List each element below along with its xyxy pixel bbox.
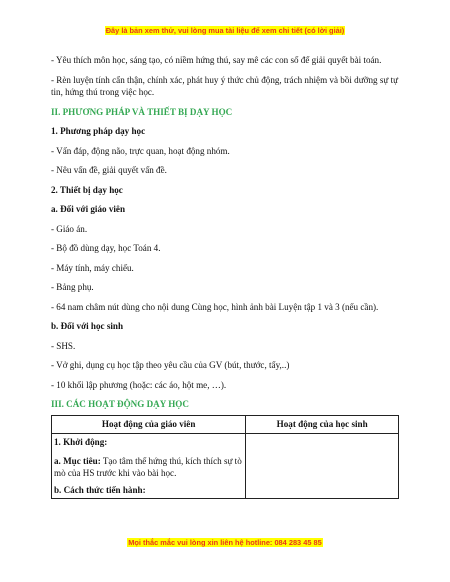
method-item: - Vấn đáp, động não, trực quan, hoạt động nhóm. bbox=[51, 145, 230, 156]
teacher-item: - Bộ đồ dùng dạy, học Toán 4. bbox=[51, 243, 161, 253]
intro-paragraph-1: - Yêu thích môn học, sáng tạo, có niềm hứng thú, say mê các con số để giải quyết bài toán. bbox=[51, 55, 382, 65]
hotline-banner bbox=[0, 538, 450, 547]
teacher-item: - Giáo án. bbox=[51, 223, 88, 234]
section-3-heading: III. CÁC HOẠT ĐỘNG DẠY HỌC bbox=[51, 399, 189, 409]
teacher-item: - Máy tính, máy chiếu. bbox=[51, 262, 134, 273]
document-body bbox=[51, 54, 399, 499]
activities-table bbox=[51, 415, 399, 499]
teacher-equipment-title: a. Đối với giáo viên bbox=[51, 204, 125, 214]
student-item: - 10 khối lập phương (hoặc: các áo, hột me, …). bbox=[51, 379, 227, 390]
student-item: - Vở ghi, dụng cụ học tập theo yêu cầu của GV (bút, thước, tẩy,..) bbox=[51, 360, 290, 370]
teacher-item: - 64 nam châm nút dùng cho nội dung Cùng học, hình ảnh bài Luyện tập 1 và 3 (nếu cần). bbox=[51, 301, 379, 312]
method-item: - Nêu vấn đề, giải quyết vấn đề. bbox=[51, 165, 167, 175]
student-activity-cell bbox=[246, 433, 399, 498]
equipment-title: 2. Thiết bị dạy học bbox=[51, 184, 123, 195]
goal-line bbox=[54, 455, 242, 479]
method-label: b. Cách thức tiến hành: bbox=[54, 484, 146, 495]
goal-text: Tạo tâm thế hứng thú, kích thích sự tò mò của HS trước khi vào bài học. bbox=[54, 455, 242, 478]
goal-label: a. Mục tiêu: bbox=[54, 455, 101, 466]
student-equipment-title: b. Đối với học sinh bbox=[51, 321, 123, 331]
intro-paragraph-2: - Rèn luyện tính cẩn thận, chính xác, phát huy ý thức chủ động, trách nhiệm và bồi dưỡng sự tự tin, hứng thú trong việc học. bbox=[51, 74, 399, 97]
section-2-heading: II. PHƯƠNG PHÁP VÀ THIẾT BỊ DẠY HỌC bbox=[51, 106, 233, 117]
preview-notice-banner bbox=[0, 26, 450, 35]
start-title: 1. Khởi động: bbox=[54, 436, 108, 447]
teacher-item: - Bảng phụ. bbox=[51, 282, 94, 292]
student-column-header: Hoạt động của học sinh bbox=[246, 415, 399, 433]
teacher-column-header: Hoạt động của giáo viên bbox=[52, 415, 246, 433]
preview-notice-text: Đây là bản xem thử, vui lòng mua tài liệu để xem chi tiết (có lời giải) bbox=[105, 26, 345, 35]
hotline-text: Mọi thắc mắc vui lòng xin liên hệ hotline: 084 283 45 85 bbox=[128, 538, 322, 547]
student-item: - SHS. bbox=[51, 340, 76, 351]
methods-title: 1. Phương pháp dạy học bbox=[51, 126, 146, 136]
teacher-activity-cell bbox=[52, 433, 246, 498]
